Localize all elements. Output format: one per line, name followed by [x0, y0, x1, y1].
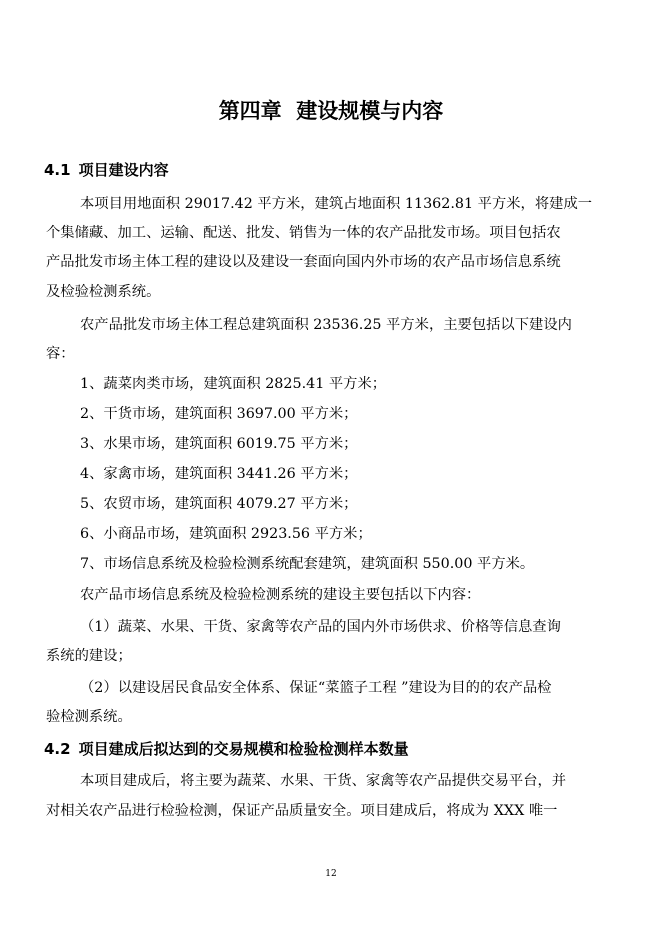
paragraph-line: 本项目用地面积 29017.42 平方米，建筑占地面积 11362.81 平方米，将建成一 — [80, 196, 593, 212]
paragraph-line: 系统的建设； — [46, 648, 132, 664]
paragraph-line: 验检测系统。 — [46, 709, 132, 725]
paragraph-line: 及检验检测系统。 — [46, 284, 161, 300]
chapter-title: 第四章 建设规模与内容 — [218, 99, 444, 123]
paragraph-line: 本项目建成后，将主要为蔬菜、水果、干货、家禽等农产品提供交易平台，并 — [80, 773, 567, 789]
list-item: 1、蔬菜肉类市场，建筑面积 2825.41 平方米； — [80, 376, 387, 392]
paragraph-line: 对相关农产品进行检验检测，保证产品质量安全。项目建成后，将成为 XXX 唯一 — [46, 803, 558, 819]
page-number: 12 — [325, 869, 337, 879]
list-item: 4、家禽市场，建筑面积 3441.26 平方米； — [80, 466, 358, 482]
list-item: 3、水果市场，建筑面积 6019.75 平方米； — [80, 436, 358, 452]
paragraph-line: 农产品市场信息系统及检验检测系统的建设主要包括以下内容： — [80, 587, 481, 603]
paragraph-line: （2）以建设居民食品安全体系、保证“菜篮子工程 ”建设为目的的农产品检 — [80, 680, 552, 696]
section-number: 4.1 — [44, 161, 71, 179]
section-title: 项目建设内容 — [78, 161, 169, 179]
section-title: 项目建成后拟达到的交易规模和检验检测样本数量 — [78, 740, 409, 758]
paragraph-line: 容： — [46, 346, 75, 362]
paragraph-line: 农产品批发市场主体工程总建筑面积 23536.25 平方米，主要包括以下建设内 — [80, 317, 572, 333]
section-heading-4-2 — [44, 737, 409, 761]
list-item: 2、干货市场，建筑面积 3697.00 平方米； — [80, 406, 358, 422]
list-item: 7、市场信息系统及检验检测系统配套建筑，建筑面积 550.00 平方米。 — [80, 556, 535, 572]
list-item: 5、农贸市场，建筑面积 4079.27 平方米； — [80, 496, 358, 512]
paragraph-line: 产品批发市场主体工程的建设以及建设一套面向国内外市场的农产品市场信息系统 — [46, 254, 561, 270]
list-item: 6、小商品市场，建筑面积 2923.56 平方米； — [80, 526, 372, 542]
section-heading-4-1 — [44, 158, 169, 182]
paragraph-line: 个集储藏、加工、运输、配送、批发、销售为一体的农产品批发市场。项目包括农 — [46, 225, 561, 241]
paragraph-line: （1）蔬菜、水果、干货、家禽等农产品的国内外市场供求、价格等信息查询 — [80, 619, 561, 635]
section-number: 4.2 — [44, 740, 71, 758]
